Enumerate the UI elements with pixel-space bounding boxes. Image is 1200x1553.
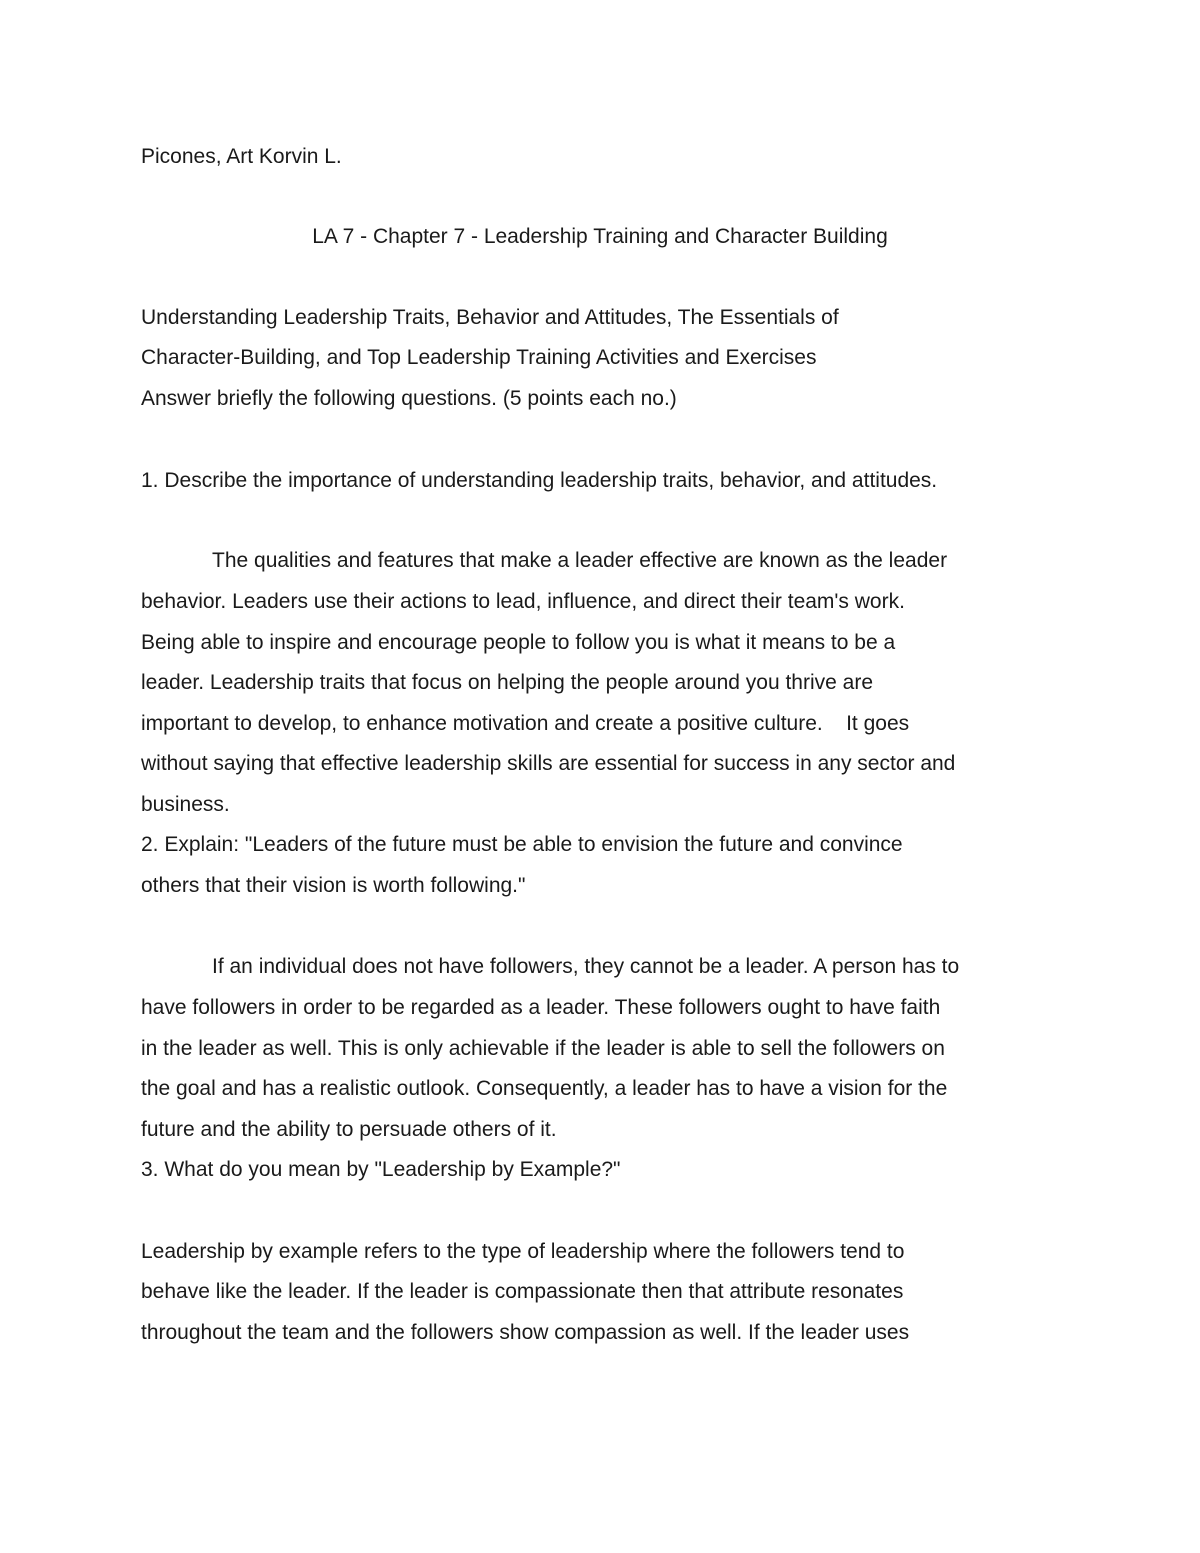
answer-3-line: throughout the team and the followers show compassion as well. If the leader uses — [141, 1321, 910, 1344]
answer-3-line: Leadership by example refers to the type of leadership where the followers tend to — [141, 1240, 905, 1263]
answer-1-line: behavior. Leaders use their actions to lead, influence, and direct their team's work. — [141, 590, 905, 613]
question-3: 3. What do you mean by "Leadership by Example?" — [141, 1158, 621, 1181]
author-name: Picones, Art Korvin L. — [141, 145, 342, 168]
answer-2-line: have followers in order to be regarded as a leader. These followers ought to have faith — [141, 996, 941, 1019]
answer-2-line: If an individual does not have followers, they cannot be a leader. A person has to — [212, 955, 960, 978]
answer-2-line: the goal and has a realistic outlook. Consequently, a leader has to have a vision for the — [141, 1077, 948, 1100]
document-title: LA 7 - Chapter 7 - Leadership Training and Character Building — [312, 225, 888, 248]
answer-1-line: business. — [141, 793, 230, 816]
question-1: 1. Describe the importance of understanding leadership traits, behavior, and attitudes. — [141, 469, 938, 492]
answer-2-line: future and the ability to persuade others of it. — [141, 1118, 557, 1141]
answer-1-line: important to develop, to enhance motivation and create a positive culture. It goes — [141, 712, 910, 735]
intro-line: Understanding Leadership Traits, Behavior and Attitudes, The Essentials of — [141, 306, 839, 329]
intro-line: Character-Building, and Top Leadership Training Activities and Exercises — [141, 346, 817, 369]
answer-1-line: without saying that effective leadership skills are essential for success in any sector and — [141, 752, 956, 775]
answer-3-line: behave like the leader. If the leader is compassionate then that attribute resonates — [141, 1280, 904, 1303]
answer-1-line: Being able to inspire and encourage people to follow you is what it means to be a — [141, 631, 896, 654]
instructions-line: Answer briefly the following questions. (5 points each no.) — [141, 387, 677, 410]
answer-1-line: The qualities and features that make a leader effective are known as the leader — [212, 549, 948, 572]
answer-1-line: leader. Leadership traits that focus on helping the people around you thrive are — [141, 671, 873, 694]
answer-2-line: in the leader as well. This is only achievable if the leader is able to sell the followers on — [141, 1037, 945, 1060]
question-2: 2. Explain: "Leaders of the future must be able to envision the future and convince — [141, 833, 903, 856]
question-2: others that their vision is worth following." — [141, 874, 526, 897]
